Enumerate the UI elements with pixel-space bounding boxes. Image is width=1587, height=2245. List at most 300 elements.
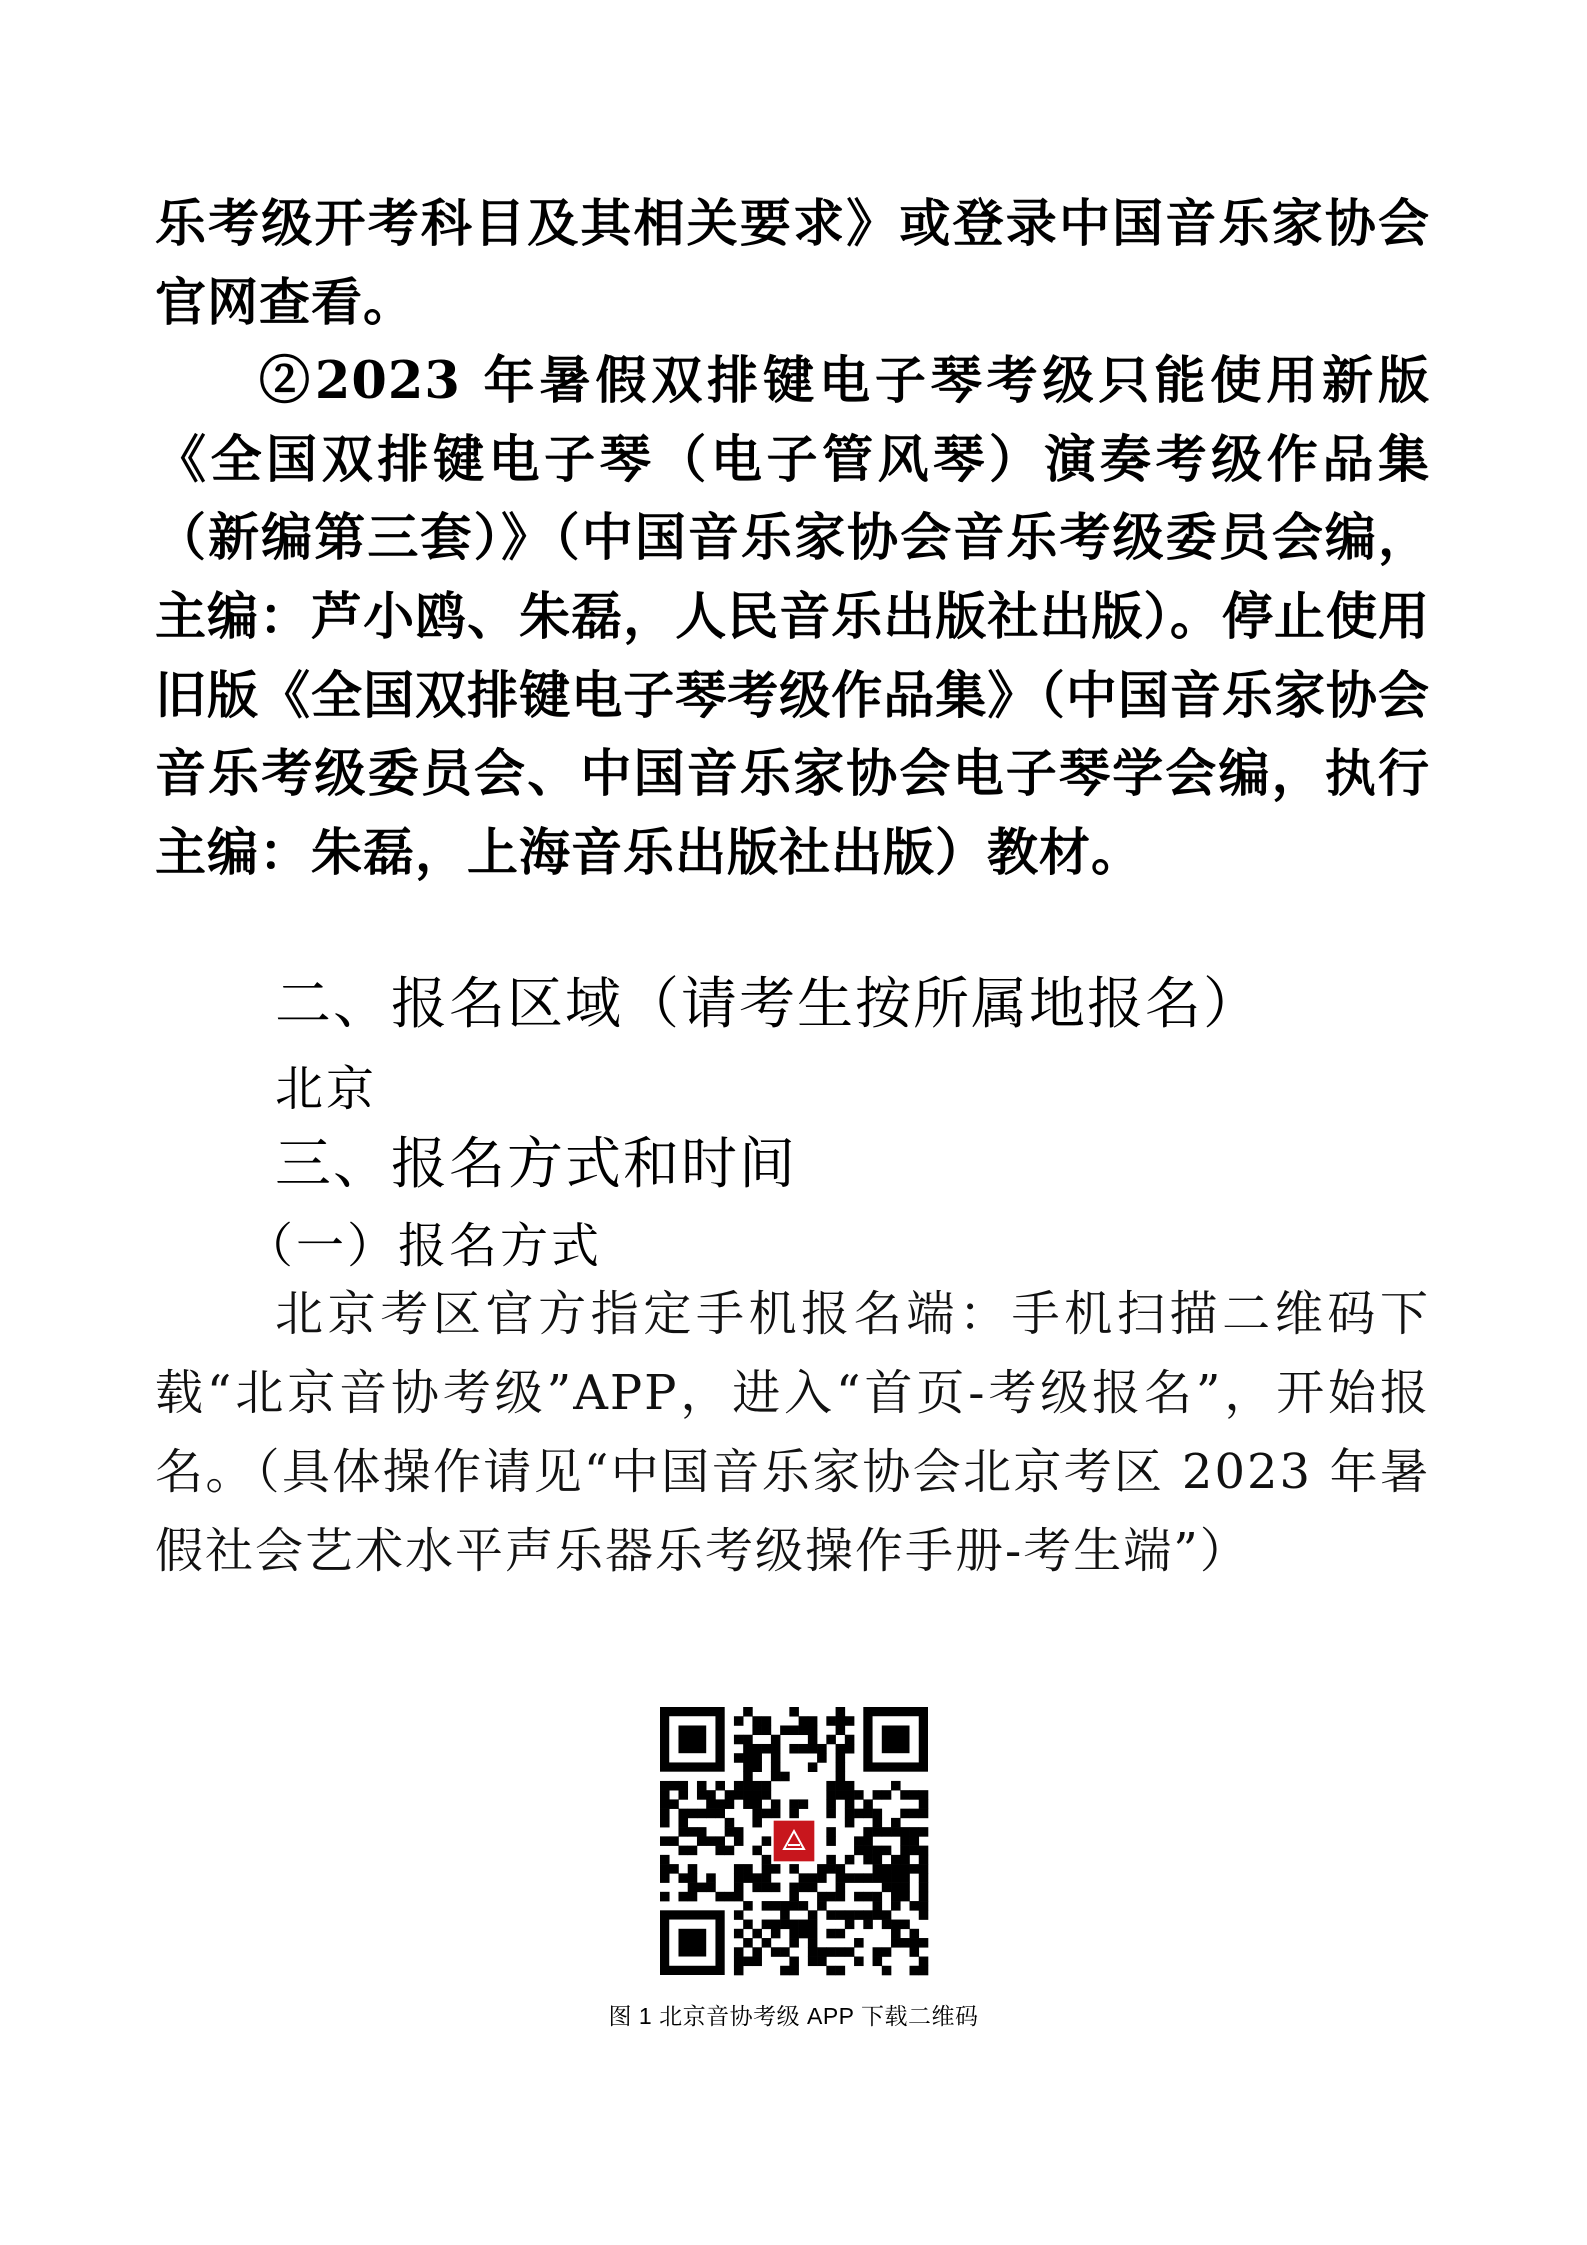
qr-module [808,1929,818,1939]
qr-module [826,1947,836,1957]
qr-module [752,1762,762,1772]
qr-module [697,1836,707,1846]
qr-module [845,1809,855,1819]
qr-module [845,1855,855,1865]
qr-module [854,1910,864,1920]
qr-module [910,1827,920,1837]
qr-module [669,1799,679,1809]
qr-module [919,1938,929,1948]
qr-module [891,1864,901,1874]
qr-module [863,1910,873,1920]
qr-module [789,1725,799,1735]
qr-module [817,1892,827,1902]
qr-module [799,1725,809,1735]
qr-module [789,1707,799,1717]
qr-module [873,1864,883,1874]
qr-module [789,1901,799,1911]
qr-module [743,1744,753,1754]
qr-module [919,1790,929,1800]
qr-module [799,1920,809,1930]
qr-module [752,1929,762,1939]
qr-module [780,1901,790,1911]
section-heading-registration-region: 二、报名区域（请考生按所属地报名） [275,972,1261,1037]
qr-module [688,1827,698,1837]
qr-module [882,1883,892,1893]
qr-module [900,1920,910,1930]
figure-caption: 图 1 北京音协考级 APP 下载二维码 [608,2003,979,2029]
qr-module [743,1772,753,1782]
qr-module [771,1864,781,1874]
qr-module [734,1735,744,1745]
qr-module [919,1910,929,1920]
qr-module [688,1846,698,1856]
qr-module [854,1846,864,1856]
qr-module [919,1901,929,1911]
qr-module [762,1920,772,1930]
qr-module [882,1827,892,1837]
qr-module [771,1735,781,1745]
qr-module [743,1920,753,1930]
region-text: 北京 [275,1061,378,1117]
qr-module [799,1873,809,1883]
qr-module [678,1818,688,1828]
qr-module [836,1707,846,1717]
qr-module [688,1873,698,1883]
qr-module [808,1938,818,1948]
qr-module [854,1938,864,1948]
qr-module [799,1883,809,1893]
qr-module [771,1744,781,1754]
qr-module [771,1883,781,1893]
qr-module [734,1947,744,1957]
qr-module [734,1716,744,1726]
qr-module [854,1892,864,1902]
qr-finder-inner [882,1725,910,1753]
qr-module [836,1716,846,1726]
qr-module [743,1790,753,1800]
qr-module [919,1892,929,1902]
qr-module [808,1873,818,1883]
qr-module [799,1799,809,1809]
qr-module [808,1947,818,1957]
qr-module [688,1809,698,1819]
qr-module [734,1957,744,1967]
qr-module [817,1901,827,1911]
qr-module [919,1873,929,1883]
qr-module [826,1716,836,1726]
qr-module [678,1846,688,1856]
qr-module [789,1864,799,1874]
qr-module [854,1809,864,1819]
qr-module [799,1716,809,1726]
qr-module [919,1855,929,1865]
subsection-heading-method: （一）报名方式 [245,1218,603,1274]
qr-module [845,1799,855,1809]
qr-module [762,1901,772,1911]
qr-module [910,1864,920,1874]
qr-module [780,1920,790,1930]
qr-module [752,1725,762,1735]
qr-module [900,1790,910,1800]
qr-module [863,1855,873,1865]
qr-module [826,1855,836,1865]
qr-module [780,1725,790,1735]
paragraph-continued: 乐考级开考科目及其相关要求》或登录中国音乐家协会官网查看。 [155,194,1430,333]
qr-module [910,1846,920,1856]
qr-module [789,1957,799,1967]
qr-module [660,1873,670,1883]
qr-module [845,1873,855,1883]
qr-module [882,1966,892,1976]
qr-module [706,1790,716,1800]
qr-module [780,1910,790,1920]
qr-module [910,1836,920,1846]
qr-module [910,1809,920,1819]
qr-module [910,1790,920,1800]
qr-module [734,1910,744,1920]
qr-module [845,1744,855,1754]
qr-module [752,1947,762,1957]
qr-module [891,1781,901,1791]
qr-module [836,1873,846,1883]
bold-paragraph-block [155,185,1430,892]
qr-module [762,1864,772,1874]
qr-module [891,1827,901,1837]
qr-module [762,1781,772,1791]
qr-module [762,1883,772,1893]
qr-module [882,1920,892,1930]
section-heading-registration-method: 三、报名方式和时间 [275,1132,797,1197]
qr-module [836,1744,846,1754]
qr-module [660,1864,670,1874]
qr-module [873,1873,883,1883]
qr-module [743,1707,753,1717]
qr-module [752,1957,762,1967]
qr-module [743,1901,753,1911]
qr-module [836,1966,846,1976]
qr-module [771,1947,781,1957]
qr-module [789,1929,799,1939]
qr-module [836,1947,846,1957]
qr-module [826,1735,836,1745]
qr-module [808,1735,818,1745]
qr-module [660,1781,670,1791]
qr-module [752,1753,762,1763]
qr-module [863,1892,873,1902]
qr-module [789,1892,799,1902]
qr-module [882,1873,892,1883]
qr-module [826,1781,836,1791]
qr-module [873,1957,883,1967]
qr-module [762,1809,772,1819]
qr-module [873,1790,883,1800]
qr-module [873,1846,883,1856]
qr-module [826,1929,836,1939]
qr-module [836,1762,846,1772]
qr-module [734,1966,744,1976]
qr-module [669,1781,679,1791]
qr-module [919,1846,929,1856]
qr-module [817,1873,827,1883]
qr-module [771,1920,781,1930]
qr-module [845,1781,855,1791]
qr-module [826,1966,836,1976]
qr-module [900,1938,910,1948]
paragraph-app-instructions: 北京考区官方指定手机报名端：手机扫描二维码下载“北京音协考级”APP，进入“首页-考级报名”，开始报名。（具体操作请见“中国音乐家协会北京考区 2023 年暑假社会艺术水平声乐器乐考级操作手册-考生端”） [155,1286,1430,1579]
qr-module [836,1929,846,1939]
qr-module [734,1827,744,1837]
qr-module [873,1910,883,1920]
qr-module [808,1716,818,1726]
qr-module [743,1957,753,1967]
qr-module [725,1790,735,1800]
qr-module [688,1892,698,1902]
qr-module [762,1938,772,1948]
qr-module [873,1947,883,1957]
qr-module [863,1873,873,1883]
qr-module [845,1947,855,1957]
qr-module [715,1836,725,1846]
qr-module [762,1725,772,1735]
qr-module [752,1716,762,1726]
qr-module [771,1762,781,1772]
qr-module [891,1873,901,1883]
qr-module [660,1892,670,1902]
qr-module [919,1966,929,1976]
qr-module [752,1846,762,1856]
qr-module [817,1957,827,1967]
qr-module [762,1836,772,1846]
qr-module [863,1799,873,1809]
qr-module [789,1938,799,1948]
qr-module [845,1716,855,1726]
qr-module [854,1836,864,1846]
qr-module [715,1781,725,1791]
qr-module [715,1846,725,1856]
qr-module [891,1892,901,1902]
qr-module [762,1873,772,1883]
qr-module [715,1892,725,1902]
qr-module [891,1855,901,1865]
qr-module [817,1864,827,1874]
qr-code-image [656,1703,932,1979]
qr-module [660,1836,670,1846]
qr-module [900,1864,910,1874]
qr-module [752,1790,762,1800]
qr-module [882,1790,892,1800]
qr-module [734,1929,744,1939]
qr-module [873,1892,883,1902]
qr-module [789,1966,799,1976]
qr-module [900,1892,910,1902]
qr-module [743,1873,753,1883]
qr-module [873,1818,883,1828]
qr-module [808,1957,818,1967]
qr-module [882,1846,892,1856]
qr-module [808,1744,818,1754]
qr-module [762,1744,772,1754]
qr-module [706,1799,716,1809]
qr-finder-inner [678,1929,706,1957]
qr-module [752,1883,762,1893]
qr-module [919,1864,929,1874]
qr-module [678,1781,688,1791]
qr-module [910,1901,920,1911]
qr-module [734,1892,744,1902]
qr-module [734,1753,744,1763]
qr-module [808,1762,818,1772]
qr-module [826,1827,836,1837]
qr-module [678,1809,688,1819]
qr-module [900,1873,910,1883]
qr-module [752,1873,762,1883]
qr-module [882,1947,892,1957]
qr-module [891,1883,901,1893]
qr-module [836,1883,846,1893]
qr-module [900,1855,910,1865]
qr-module [715,1799,725,1809]
qr-module [808,1920,818,1930]
qr-module [808,1883,818,1893]
qr-module [910,1929,920,1939]
qr-module [789,1744,799,1754]
qr-module [725,1846,735,1856]
qr-module [863,1836,873,1846]
qr-module [817,1753,827,1763]
qr-module [780,1772,790,1782]
qr-module [836,1910,846,1920]
qr-module [697,1790,707,1800]
qr-module [826,1892,836,1902]
qr-module [743,1799,753,1809]
qr-module [762,1790,772,1800]
qr-module [826,1836,836,1846]
qr-module [678,1873,688,1883]
qr-module [873,1855,883,1865]
qr-module [836,1790,846,1800]
qr-module [836,1753,846,1763]
qr-module [845,1818,855,1828]
qr-module [706,1836,716,1846]
qr-module [697,1827,707,1837]
qr-module [845,1920,855,1930]
qr-module [762,1855,772,1865]
qr-module [854,1957,864,1967]
qr-module [771,1799,781,1809]
qr-module [854,1790,864,1800]
qr-module [919,1799,929,1809]
qr-module [725,1892,735,1902]
qr-module [752,1781,762,1791]
qr-module [771,1753,781,1763]
qr-module [706,1809,716,1819]
qr-module [743,1938,753,1948]
qr-module [734,1781,744,1791]
qr-module [845,1790,855,1800]
qr-module [845,1735,855,1745]
qr-module [808,1910,818,1920]
qr-module [688,1883,698,1893]
qr-module [863,1846,873,1856]
qr-module [697,1883,707,1893]
qr-module [660,1809,670,1819]
qr-finder-inner [678,1725,706,1753]
qr-module [743,1735,753,1745]
qr-module [910,1966,920,1976]
qr-module [900,1809,910,1819]
qr-module [780,1966,790,1976]
qr-module [752,1809,762,1819]
qr-module [919,1827,929,1837]
qr-module [863,1920,873,1930]
qr-module [771,1772,781,1782]
qr-module [873,1827,883,1837]
qr-module [863,1827,873,1837]
qr-module [826,1809,836,1819]
qr-module [891,1929,901,1939]
qr-module [863,1809,873,1819]
qr-module [900,1836,910,1846]
qr-module [789,1799,799,1809]
qr-module [882,1910,892,1920]
qr-module [817,1744,827,1754]
qr-module [752,1799,762,1809]
qr-module [734,1836,744,1846]
qr-module [678,1827,688,1837]
qr-module [910,1938,920,1948]
qr-module [873,1809,883,1819]
qr-module [752,1818,762,1828]
qr-module [789,1920,799,1930]
qr-module [725,1799,735,1809]
qr-module [836,1725,846,1735]
qr-module [817,1947,827,1957]
qr-module [743,1781,753,1791]
qr-module [836,1892,846,1902]
qr-module [826,1864,836,1874]
qr-module [734,1790,744,1800]
qr-module [743,1753,753,1763]
qr-module [743,1762,753,1772]
qr-module [891,1920,901,1930]
qr-module [891,1938,901,1948]
qr-module [873,1901,883,1911]
qr-module [789,1809,799,1819]
qr-module [688,1864,698,1874]
qr-module [780,1947,790,1957]
qr-module [725,1818,735,1828]
qr-module [771,1809,781,1819]
qr-module [725,1827,735,1837]
qr-module [799,1744,809,1754]
qr-module [799,1929,809,1939]
qr-module [808,1725,818,1735]
qr-module [715,1809,725,1819]
qr-module [669,1836,679,1846]
qr-module [919,1883,929,1893]
qr-module [826,1799,836,1809]
qr-module [789,1883,799,1893]
qr-module [836,1864,846,1874]
qr-module [697,1809,707,1819]
qr-module [743,1864,753,1874]
qr-module [891,1901,901,1911]
qr-module [752,1744,762,1754]
qr-module [678,1892,688,1902]
qr-module [660,1799,670,1809]
qr-module [854,1873,864,1883]
qr-module [660,1855,670,1865]
